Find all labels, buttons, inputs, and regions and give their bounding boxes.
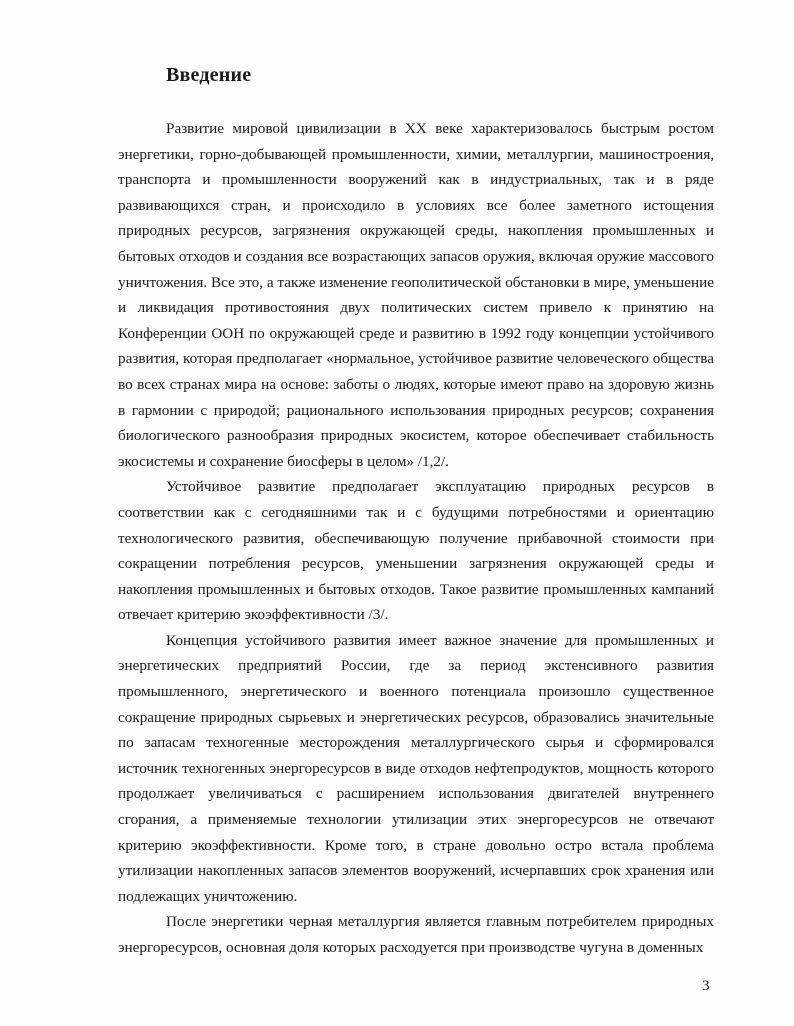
paragraph-1: Развитие мировой цивилизации в XX веке характеризовалось быстрым ростом энергетики, горно-добывающей промышленности, химии, металлургии, машиностроения, транспорта и промышленности вооружений как в индустриальных, так и в ряде развивающихся стран, и происходило в условиях все более заметного истощения природных ресурсов, загрязнения окружающей среды, накопления промышленных и бытовых отходов и создания все возрастающих запасов оружия, включая оружие массового уничтожения. Все это, а также изменение геополитической обстановки в мире, уменьшение и ликвидация противостояния двух политических систем привело к принятию на Конференции ООН по окружающей среде и развитию в 1992 году концепции устойчивого развития, которая предполагает «нормальное, устойчивое развитие человеческого общества во всех странах мира на основе: заботы о людях, которые имеют право на здоровую жизнь в гармонии с природой; рационального использования природных ресурсов; сохранения биологического разнообразия природных экосистем, которое обеспечивает стабильность экосистемы и сохранение биосферы в целом» /1,2/. (118, 120, 714, 470)
body-text (118, 116, 714, 961)
section-heading: Введение (166, 64, 252, 86)
paragraph-2: Устойчивое развитие предполагает эксплуатацию природных ресурсов в соответствии как с сегодняшними так и с будущими потребностями и ориентацию технологического развития, обеспечивающую получение прибавочной стоимости при сокращении потребления ресурсов, уменьшении загрязнения окружающей среды и накопления промышленных и бытовых отходов. Такое развитие промышленных кампаний отвечает критерию экоэффективности /3/. (118, 478, 714, 624)
paragraph-4: После энергетики черная металлургия является главным потребителем природных энергоресурсов, основная доля которых расходуется при производстве чугуна в доменных (118, 913, 714, 956)
page-number: 3 (702, 978, 710, 994)
paragraph-3: Концепция устойчивого развития имеет важное значение для промышленных и энергетических предприятий России, где за период экстенсивного развития промышленного, энергетического и военного потенциала произошло существенное сокращение природных сырьевых и энергетических ресурсов, образовались значительные по запасам техногенные месторождения металлургического сырья и сформировался источник техногенных энергоресурсов в виде отходов нефтепродуктов, мощность которого продолжает увеличиваться с расширением использования двигателей внутреннего сгорания, а применяемые технологии утилизации этих энергоресурсов не отвечают критерию экоэффективности. Кроме того, в стране довольно остро встала проблема утилизации накопленных запасов элементов вооружений, исчерпавших срок хранения или подлежащих уничтожению. (118, 631, 714, 905)
